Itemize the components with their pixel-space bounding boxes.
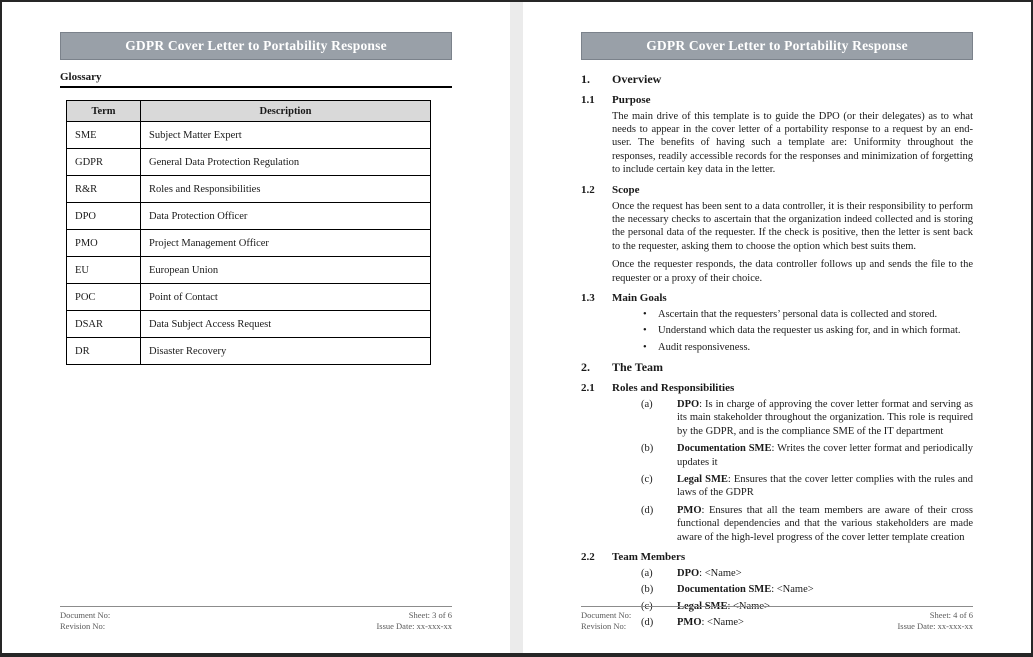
footer-issue-date: Issue Date: xx-xxx-xx <box>376 620 452 631</box>
list-item-text <box>677 583 973 596</box>
glossary-table <box>66 100 431 365</box>
description-cell: Disaster Recovery <box>141 338 431 365</box>
role-description: : Writes the cover letter format and periodically updates it <box>677 443 973 468</box>
list-marker: (c) <box>641 600 653 612</box>
table-row <box>67 176 431 203</box>
list-item-text <box>677 442 973 469</box>
list-item <box>641 583 973 596</box>
role-label: PMO <box>677 504 702 516</box>
list-item-text <box>677 567 973 580</box>
term-cell: DR <box>67 338 141 365</box>
bullet-text: Understand which data the requester us asking for, and in which format. <box>658 325 961 337</box>
term-cell: GDPR <box>67 149 141 176</box>
list-marker: (a) <box>641 398 653 410</box>
table-row <box>67 230 431 257</box>
table-row <box>67 284 431 311</box>
list-item <box>643 324 973 337</box>
description-cell: General Data Protection Regulation <box>141 149 431 176</box>
list-item <box>641 504 973 544</box>
member-role-label: DPO <box>677 567 700 579</box>
list-item <box>641 473 973 500</box>
heading-number: 2. <box>581 360 590 375</box>
purpose-paragraph: The main drive of this template is to guide the DPO (or their delegates) as to what needs to appear in the cover letter of a portability response to a request by an end-user. The benefits of having such a template are: Uniformity throughout the responses, readily accessible records for the responses and minimization of forgetting to include certain key data in the letter. <box>612 110 973 176</box>
member-name-placeholder: : <Name> <box>699 567 742 579</box>
table-row <box>67 203 431 230</box>
term-cell: DPO <box>67 203 141 230</box>
heading-purpose <box>581 94 973 107</box>
member-name-placeholder: : <Name> <box>701 617 744 629</box>
term-cell: PMO <box>67 230 141 257</box>
heading-text: Roles and Responsibilities <box>612 381 735 394</box>
heading-number: 1.2 <box>581 183 595 196</box>
bullet-icon: • <box>643 309 647 321</box>
bullet-icon: • <box>643 325 647 337</box>
member-role-label: PMO <box>677 617 702 629</box>
footer-revision-no: Revision No: <box>581 620 627 631</box>
glossary-heading: Glossary <box>60 71 452 88</box>
bullet-text: Audit responsiveness. <box>658 341 751 353</box>
member-role-label: Legal SME <box>677 600 728 612</box>
footer-revision-no: Revision No: <box>60 620 106 631</box>
scope-paragraph-2: Once the requester responds, the data controller follows up and sends the file to the requester or a proxy of their choice. <box>612 259 973 284</box>
list-marker: (d) <box>641 617 654 629</box>
heading-number: 1. <box>581 72 590 86</box>
heading-team-members <box>581 551 973 564</box>
list-item <box>641 442 973 469</box>
role-description: : Ensures that the cover letter complies with the rules and laws of the GDPR <box>677 473 973 499</box>
heading-roles-responsibilities <box>581 382 973 395</box>
list-item <box>641 398 973 438</box>
heading-main-goals <box>581 292 973 305</box>
heading-the-team <box>581 361 973 375</box>
heading-text: Main Goals <box>612 292 667 305</box>
term-cell: SME <box>67 122 141 149</box>
term-cell: R&R <box>67 176 141 203</box>
footer-sheet: Sheet: 3 of 6 <box>408 610 452 620</box>
column-header-description: Description <box>141 101 431 122</box>
role-label: DPO <box>677 398 700 410</box>
table-row <box>67 149 431 176</box>
description-cell: European Union <box>141 257 431 284</box>
column-header-term: Term <box>67 101 141 122</box>
role-label: Documentation SME <box>677 443 772 455</box>
heading-text: Team Members <box>612 550 686 563</box>
footer-issue-date: Issue Date: xx-xxx-xx <box>897 620 973 631</box>
list-marker: (b) <box>641 584 654 596</box>
list-item <box>643 308 973 321</box>
page-4 <box>523 2 1031 653</box>
list-marker: (c) <box>641 473 653 485</box>
list-item-text <box>677 504 973 544</box>
heading-scope <box>581 184 973 197</box>
member-name-placeholder: : <Name> <box>727 600 770 612</box>
footer-document-no: Document No: <box>60 610 111 620</box>
heading-text: The Team <box>612 360 664 375</box>
bullet-text: Ascertain that the requesters’ personal data is collected and stored. <box>658 309 938 321</box>
footer-document-no: Document No: <box>581 610 632 620</box>
scope-paragraph-1: Once the request has been sent to a data controller, it is their responsibility to perform the necessary checks to ascertain that the organization indeed collected and is storing the personal data of the requester. If the check is positive, then the letter is sent back to the requester, asking them to choose the option which best suits them. <box>612 200 973 252</box>
term-cell: POC <box>67 284 141 311</box>
term-cell: EU <box>67 257 141 284</box>
heading-text: Purpose <box>612 93 651 106</box>
table-row <box>67 338 431 365</box>
description-cell: Point of Contact <box>141 284 431 311</box>
list-marker: (b) <box>641 443 654 455</box>
heading-overview <box>581 73 973 87</box>
term-cell: DSAR <box>67 311 141 338</box>
table-row <box>67 122 431 149</box>
heading-text: Scope <box>612 183 640 196</box>
heading-number: 2.2 <box>581 550 595 563</box>
bullet-icon: • <box>643 341 647 353</box>
role-label: Legal SME <box>677 473 728 485</box>
description-cell: Project Management Officer <box>141 230 431 257</box>
list-item <box>641 567 973 580</box>
description-cell: Subject Matter Expert <box>141 122 431 149</box>
heading-number: 1.1 <box>581 93 595 106</box>
role-description: : Is in charge of approving the cover letter format and serving as its main stakeholder throughout the organization. This role is required by the GDPR, and is the compliance SME of the IT department <box>677 398 973 437</box>
list-marker: (d) <box>641 504 654 516</box>
description-cell: Data Protection Officer <box>141 203 431 230</box>
page-footer <box>581 606 973 631</box>
role-description: : Ensures that all the team members are aware of their cross functional dependencies and that the various stakeholders are made aware of the high-level progress of the cover letter template creation <box>677 504 973 543</box>
description-cell: Roles and Responsibilities <box>141 176 431 203</box>
page-title-banner: GDPR Cover Letter to Portability Response <box>60 32 452 60</box>
page-3 <box>2 2 510 653</box>
table-row <box>67 257 431 284</box>
member-role-label: Documentation SME <box>677 584 772 596</box>
member-name-placeholder: : <Name> <box>771 584 814 596</box>
footer-sheet: Sheet: 4 of 6 <box>929 610 973 620</box>
list-item <box>643 341 973 354</box>
page-footer <box>60 606 452 631</box>
page-title-banner: GDPR Cover Letter to Portability Response <box>581 32 973 60</box>
list-item-text <box>677 473 973 500</box>
table-row <box>67 311 431 338</box>
table-header-row <box>67 101 431 122</box>
heading-text: Overview <box>612 72 662 86</box>
list-item-text <box>677 398 973 438</box>
list-marker: (a) <box>641 567 653 579</box>
heading-number: 2.1 <box>581 381 595 394</box>
description-cell: Data Subject Access Request <box>141 311 431 338</box>
heading-number: 1.3 <box>581 292 595 305</box>
